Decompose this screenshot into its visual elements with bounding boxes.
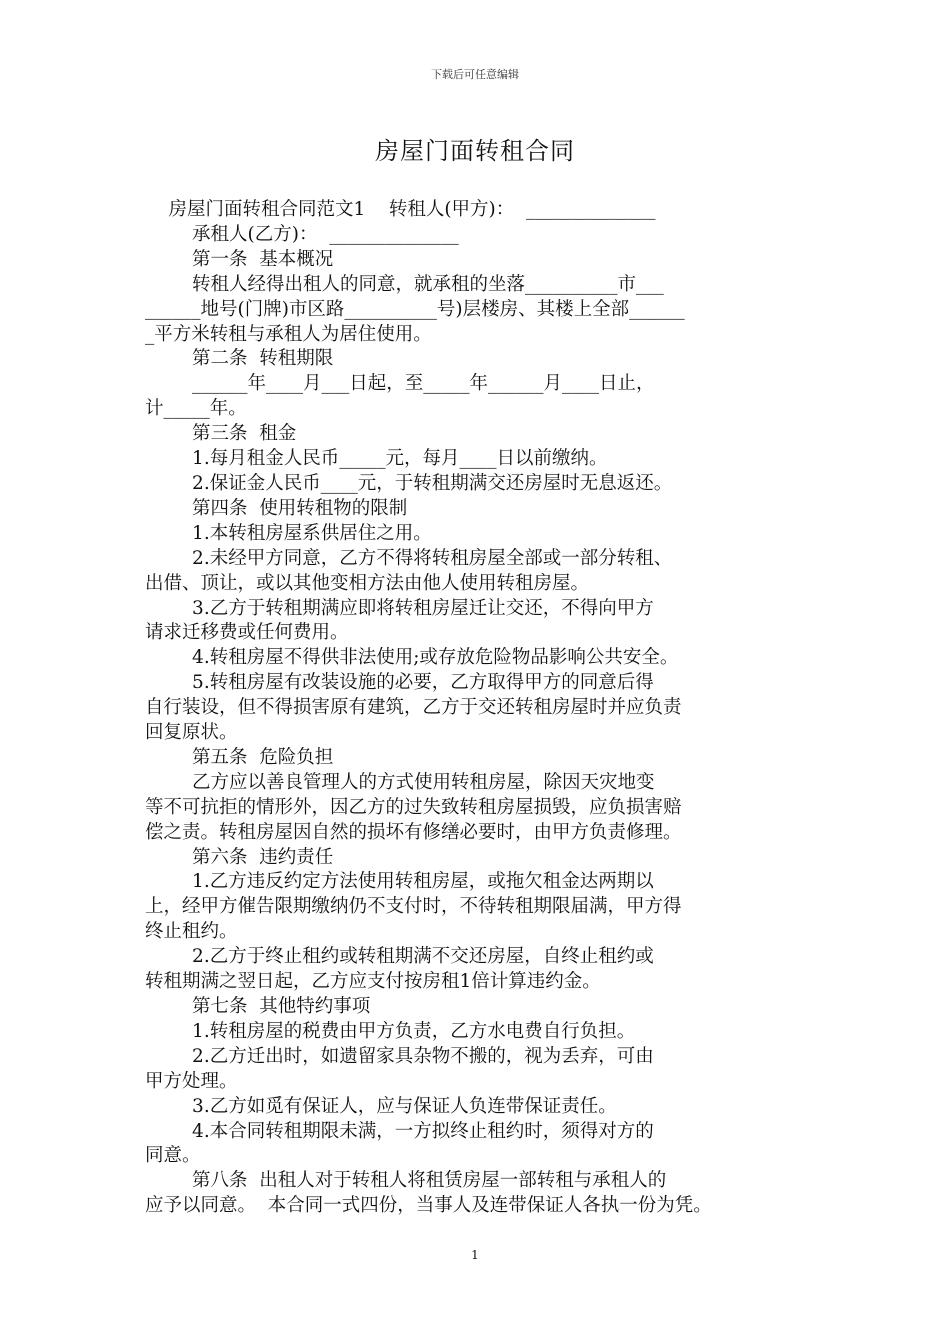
body-line: ______地号(门牌)市区路__________号)层楼房、其楼上全部______ bbox=[145, 298, 685, 320]
body-line: 第一条 基本概况 bbox=[145, 248, 334, 270]
body-line: 计_____年。 bbox=[145, 398, 247, 420]
body-line: 2.未经甲方同意，乙方不得将转租房屋全部或一部分转租、 bbox=[145, 547, 673, 569]
body-line: 1.本转租房屋系供居住之用。 bbox=[145, 522, 432, 544]
body-line: 3.乙方于转租期满应即将转租房屋迁让交还，不得向甲方 bbox=[145, 597, 654, 619]
body-line: 4.本合同转租期限未满，一方拟终止租约时，须得对方的 bbox=[145, 1120, 654, 1142]
body-line: 偿之责。转租房屋因自然的损坏有修缮必要时，由甲方负责修理。 bbox=[145, 821, 682, 843]
body-line: 2.乙方于终止租约或转租期满不交还房屋，自终止租约或 bbox=[145, 946, 654, 968]
page-number: 1 bbox=[471, 1248, 479, 1262]
body-line: 上，经甲方催告限期缴纳仍不支付时，不待转租期限届满，甲方得 bbox=[145, 896, 682, 918]
body-line: 自行装设，但不得损害原有建筑，乙方于交还转租房屋时并应负责 bbox=[145, 697, 682, 719]
body-line: 应予以同意。 本合同一式四份，当事人及连带保证人各执一份为凭。 bbox=[145, 1195, 712, 1217]
body-line: 第七条 其他特约事项 bbox=[145, 996, 371, 1017]
body-line: 请求迁移费或任何费用。 bbox=[145, 622, 349, 644]
body-line: 第五条 危险负担 bbox=[145, 746, 334, 768]
body-line: 第二条 转租期限 bbox=[145, 348, 334, 370]
body-line: 第八条 出租人对于转租人将租赁房屋一部转租与承租人的 bbox=[145, 1170, 667, 1192]
body-line: 第三条 租金 bbox=[145, 423, 297, 445]
body-line: 4.转租房屋不得供非法使用;或存放危险物品影响公共安全。 bbox=[145, 647, 679, 669]
body-line: 1.每月租金人民币_____元，每月____日以前缴纳。 bbox=[145, 448, 608, 470]
body-line: 承租人(乙方)： ______________ bbox=[145, 223, 459, 245]
body-line: 5.转租房屋有改装设施的必要，乙方取得甲方的同意后得 bbox=[145, 672, 654, 694]
body-line: _平方米转租与承租人为居住使用。 bbox=[145, 323, 432, 345]
body-line: 1.乙方违反约定方法使用转租房屋，或拖欠租金达两期以 bbox=[145, 871, 654, 893]
body-line: 甲方处理。 bbox=[145, 1070, 238, 1092]
body-line: 第四条 使用转租物的限制 bbox=[145, 497, 408, 519]
body-line: 第六条 违约责任 bbox=[145, 846, 334, 868]
body-line: 转租人经得出租人的同意，就承租的坐落__________市___ bbox=[145, 273, 664, 295]
body-line: 2.保证金人民币____元，于转租期满交还房屋时无息返还。 bbox=[145, 472, 673, 494]
body-line: 2.乙方迁出时，如遗留家具杂物不搬的，视为丢弃，可由 bbox=[145, 1045, 654, 1067]
body-line: 出借、顶让，或以其他变相方法由他人使用转租房屋。 bbox=[145, 572, 590, 594]
document-title: 房屋门面转租合同 bbox=[375, 137, 575, 165]
body-line: ______年____月___日起，至_____年______月____日止， bbox=[145, 373, 655, 395]
body-line: 3.乙方如觅有保证人，应与保证人负连带保证责任。 bbox=[145, 1095, 617, 1117]
body-line: 同意。 bbox=[145, 1145, 201, 1167]
contract-body bbox=[145, 198, 805, 1219]
download-note: 下载后可任意编辑 bbox=[431, 68, 519, 81]
body-line: 终止租约。 bbox=[145, 921, 238, 943]
body-line: 房屋门面转租合同范文1 转租人(甲方)： ______________ bbox=[145, 199, 656, 220]
body-line: 乙方应以善良管理人的方式使用转租房屋，除因天灾地变 bbox=[145, 771, 655, 793]
body-line: 转租期满之翌日起，乙方应支付按房租1倍计算违约金。 bbox=[145, 971, 601, 993]
body-line: 1.转租房屋的税费由甲方负责，乙方水电费自行负担。 bbox=[145, 1020, 636, 1042]
body-line: 回复原状。 bbox=[145, 722, 238, 744]
body-line: 等不可抗拒的情形外，因乙方的过失致转租房屋损毁，应负损害赔 bbox=[145, 796, 682, 818]
